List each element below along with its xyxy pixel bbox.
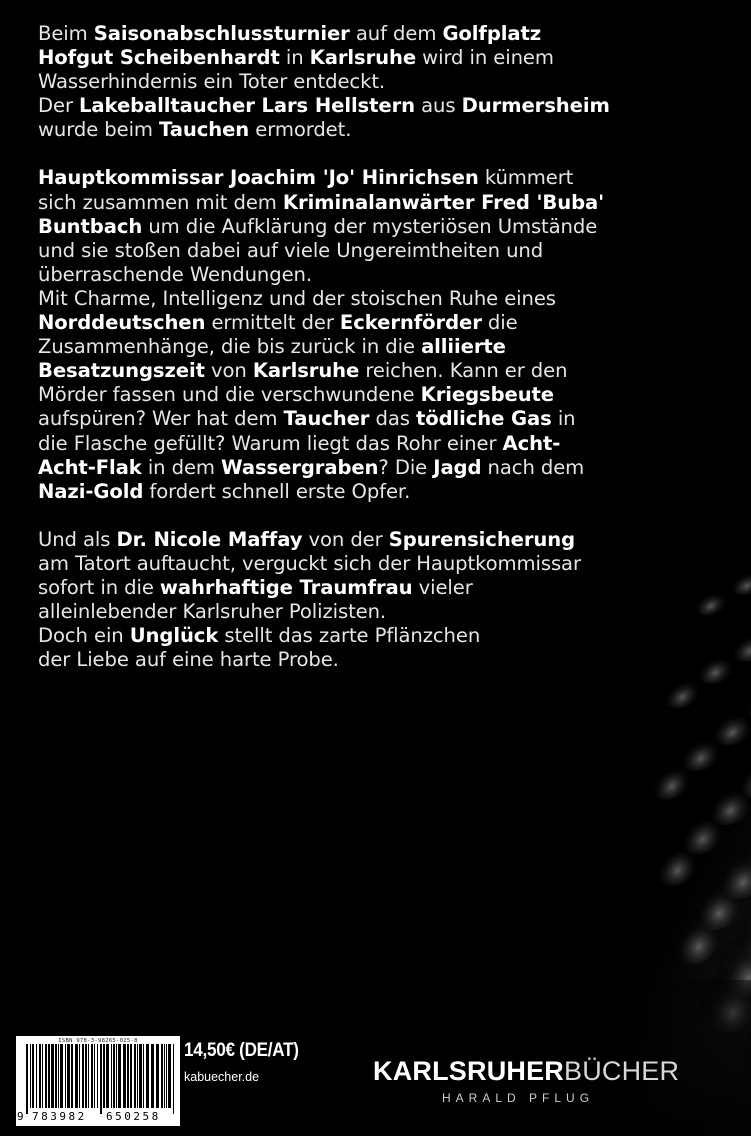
blurb-text: die (481, 311, 518, 335)
blurb-highlight: Hofgut Scheibenhardt (38, 46, 280, 70)
blurb-highlight: Eckernförder (339, 311, 482, 335)
blurb-text: aus (415, 94, 462, 118)
blurb-highlight: Unglück (129, 624, 219, 648)
blurb-line (38, 263, 738, 287)
blurb-highlight: Saisonabschlussturnier (93, 22, 350, 45)
barcode-digits (16, 1110, 180, 1124)
blurb-text: Doch ein (38, 624, 130, 648)
blurb-text: ermordet. (249, 118, 352, 142)
blurb-line (38, 22, 738, 46)
blurb-text: nach dem (481, 455, 585, 479)
blurb-line (38, 70, 738, 94)
blurb-line (38, 239, 738, 263)
blurb-highlight: Karlsruhe (309, 46, 417, 70)
blurb-highlight: Acht- (502, 431, 561, 455)
barcode-digit-group2: 650258 (106, 1110, 161, 1123)
blurb-line (38, 383, 738, 407)
blurb-line (38, 311, 738, 335)
blurb-highlight: Durmersheim (461, 94, 610, 118)
blurb-line (38, 456, 738, 480)
blurb-text: Beim (38, 22, 94, 45)
blurb-line (38, 191, 738, 215)
blurb-line (38, 407, 738, 431)
blurb-paragraph (38, 528, 738, 673)
blurb-line (38, 215, 738, 239)
blurb-highlight: wahrhaftige Traumfrau (159, 575, 413, 599)
blurb-text: das (369, 407, 416, 431)
back-cover-blurb (38, 22, 738, 696)
isbn-barcode (16, 1036, 180, 1126)
blurb-highlight: alliierte (421, 335, 506, 359)
blurb-line (38, 287, 738, 311)
blurb-highlight: Tauchen (159, 118, 250, 142)
blurb-text: Und als (38, 527, 117, 551)
author-name: HARALD PFLUG (442, 1091, 595, 1105)
blurb-highlight: Golfplatz (442, 22, 542, 45)
publisher-name-part1: KARLSRUHER (373, 1056, 564, 1086)
blurb-text: Wasserhindernis ein Toter entdeckt. (38, 70, 386, 94)
blurb-highlight: Karlsruhe (252, 359, 360, 383)
blurb-text: aufspüren? Wer hat dem (38, 407, 284, 431)
blurb-highlight: Jagd (433, 455, 482, 479)
blurb-text: fordert schnell erste Opfer. (143, 479, 411, 503)
blurb-text: stellt das zarte Pflänzchen (218, 624, 481, 648)
blurb-text: überraschende Wendungen. (38, 262, 312, 286)
blurb-highlight: Buntbach (38, 214, 143, 238)
blurb-highlight: tödliche Gas (415, 407, 552, 431)
blurb-text: der Liebe auf eine harte Probe. (38, 648, 339, 672)
barcode-digit-first: 9 (17, 1110, 24, 1123)
price-label: 14,50€ (DE/AT) (184, 1040, 299, 1061)
blurb-line (38, 552, 738, 576)
blurb-line (38, 46, 738, 70)
blurb-highlight: Nazi-Gold (38, 479, 144, 503)
blurb-line (38, 335, 738, 359)
blurb-text: Mörder fassen und die verschwundene (38, 383, 421, 407)
blurb-text: wurde beim (38, 118, 160, 142)
blurb-paragraph (38, 166, 738, 503)
website-link[interactable]: kabuecher.de (184, 1070, 260, 1084)
blurb-text: und sie stoßen dabei auf viele Ungereimtheiten und (38, 238, 544, 262)
blurb-line (38, 648, 738, 672)
blurb-line (38, 480, 738, 504)
blurb-highlight: Besatzungszeit (38, 359, 205, 383)
blurb-highlight: Acht-Flak (38, 455, 142, 479)
blurb-highlight: Norddeutschen (38, 311, 206, 335)
blurb-text: auf dem (349, 22, 443, 45)
blurb-line (38, 600, 738, 624)
blurb-text: vieler (412, 575, 473, 599)
blurb-text: von der (302, 527, 389, 551)
blurb-text: ? Die (378, 455, 434, 479)
blurb-highlight: Taucher (283, 407, 370, 431)
blurb-line (38, 528, 738, 552)
blurb-text: reichen. Kann er den (359, 359, 568, 383)
publisher-name-part2: BÜCHER (564, 1056, 680, 1086)
blurb-highlight: Wassergraben (221, 455, 379, 479)
blurb-highlight: Spurensicherung (388, 527, 576, 551)
blurb-text: in dem (141, 455, 222, 479)
blurb-text: um die Aufklärung der mysteriösen Umstände (142, 214, 598, 238)
blurb-line (38, 432, 738, 456)
blurb-text: die Flasche gefüllt? Warum liegt das Rohr einer (38, 431, 503, 455)
blurb-line (38, 576, 738, 600)
blurb-text: Zusammenhänge, die bis zurück in die (38, 335, 422, 359)
blurb-line (38, 94, 738, 118)
blurb-highlight: Kriminalanwärter Fred 'Buba' (282, 190, 605, 214)
blurb-highlight: Kriegsbeute (420, 383, 554, 407)
blurb-text: ermittelt der (205, 311, 340, 335)
blurb-highlight: Lakeballtaucher Lars Hellstern (79, 94, 415, 118)
blurb-text: alleinlebender Karlsruher Polizisten. (38, 600, 387, 624)
blurb-text: in (551, 407, 576, 431)
publisher-logo (373, 1056, 679, 1087)
blurb-text: Mit Charme, Intelligenz und der stoischen Ruhe eines (38, 286, 556, 310)
blurb-highlight: Hauptkommissar Joachim 'Jo' Hinrichsen (38, 166, 479, 190)
blurb-highlight: Dr. Nicole Maffay (116, 527, 303, 551)
blurb-text: sofort in die (38, 575, 160, 599)
blurb-text: kümmert (478, 166, 574, 190)
blurb-text: von (204, 359, 253, 383)
blurb-line (38, 624, 738, 648)
isbn-label: ISBN 978-3-98265-025-8 (58, 1038, 138, 1044)
blurb-line (38, 118, 738, 142)
blurb-text: Der (38, 94, 80, 118)
blurb-paragraph (38, 22, 738, 142)
blurb-text: wird in einem (416, 46, 554, 70)
blurb-text: in (279, 46, 310, 70)
blurb-text: sich zusammen mit dem (38, 190, 283, 214)
barcode-digit-group1: 783982 (32, 1110, 87, 1123)
blurb-line (38, 359, 738, 383)
blurb-text: am Tatort auftaucht, verguckt sich der Hauptkommissar (38, 551, 581, 575)
blurb-line (38, 166, 738, 190)
